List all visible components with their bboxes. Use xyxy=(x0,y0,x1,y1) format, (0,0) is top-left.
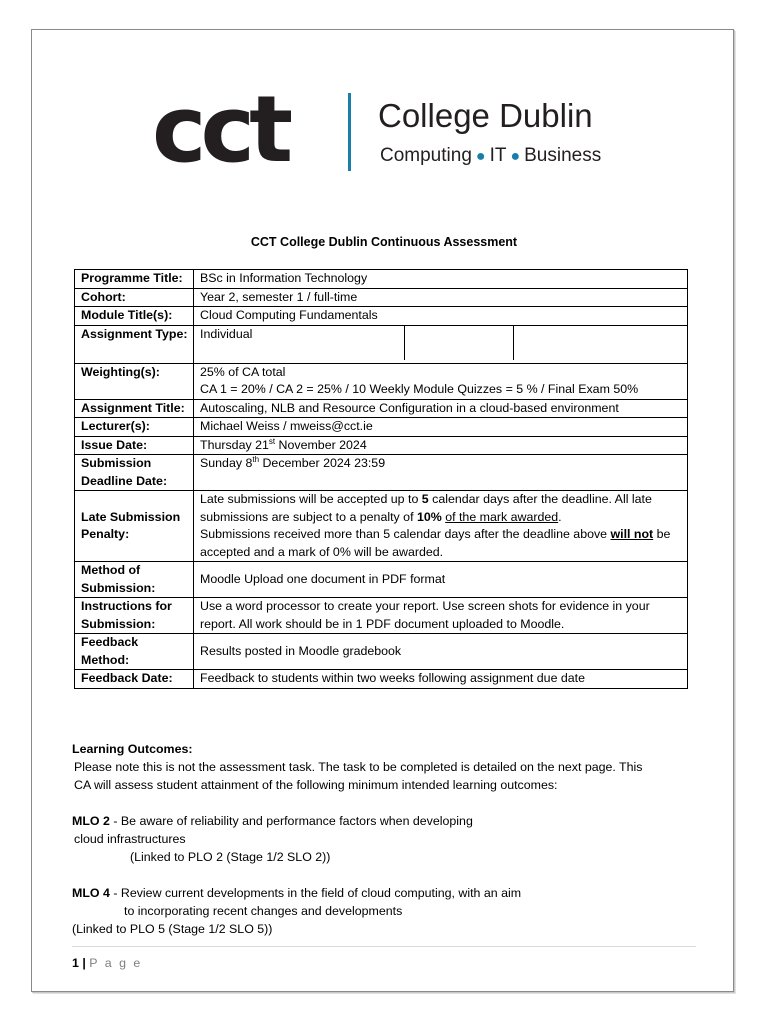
logo-mark: cct xyxy=(152,76,288,183)
instructions-value: Use a word processor to create your report. Use screen shots for evidence in your report. All work should be in 1 PDF document uploaded to Moodle. xyxy=(194,598,688,634)
method-label xyxy=(75,562,194,598)
deadline-label-line: Submission xyxy=(81,456,152,470)
mlo-2-text: - Be aware of reliability and performance factors when developing xyxy=(109,814,473,828)
learning-intro-line: CA will assess student attainment of the following minimum intended learning outcomes: xyxy=(74,778,558,792)
mlo-4-link: (Linked to PLO 5 (Stage 1/2 SLO 5)) xyxy=(72,922,273,936)
method-value: Moodle Upload one document in PDF format xyxy=(194,562,688,598)
logo-divider xyxy=(348,93,351,171)
deadline-suffix: th xyxy=(252,454,260,464)
late-penalty-text: Late submissions will be accepted up to xyxy=(200,492,422,506)
learning-intro-line: Please note this is not the assessment task. The task to be completed is detailed on the next page. This xyxy=(74,760,643,774)
late-penalty-label xyxy=(75,491,194,562)
issue-date-text: November 2024 xyxy=(275,437,367,452)
logo-tag-business: Business xyxy=(524,145,602,166)
assignment-title-label: Assignment Title: xyxy=(75,399,194,418)
table-row xyxy=(75,307,688,326)
deadline-value xyxy=(194,455,688,491)
weighting-line-2: CA 1 = 20% / CA 2 = 25% / 10 Weekly Module Quizzes = 5 % / Final Exam 50% xyxy=(200,382,639,396)
learning-outcomes-title: Learning Outcomes: xyxy=(72,742,193,756)
late-penalty-will-not: will not xyxy=(610,527,654,541)
footer-separator: | xyxy=(82,956,86,970)
mlo-4-text: - Review current developments in the field of cloud computing, with an aim xyxy=(109,886,522,900)
table-row xyxy=(75,455,688,491)
late-days: 5 xyxy=(421,492,429,506)
weighting-line-1: 25% of CA total xyxy=(200,364,286,379)
lecturer-label: Lecturer(s): xyxy=(75,418,194,437)
deadline-text: Sunday 8 xyxy=(200,456,253,470)
table-row xyxy=(75,562,688,598)
assignment-type-cell xyxy=(194,325,688,363)
table-row xyxy=(75,491,688,562)
weighting-value xyxy=(194,363,688,399)
late-penalty-value xyxy=(194,491,688,562)
method-label-line: Method of xyxy=(81,563,141,577)
assignment-type-value: Individual xyxy=(200,326,253,341)
late-penalty-text: calendar days after the deadline. All late submissions are subject to a penalty of xyxy=(200,492,652,524)
mlo-4-text: to incorporating recent changes and developments xyxy=(124,904,403,918)
programme-value: BSc in Information Technology xyxy=(194,270,688,289)
issue-date-value xyxy=(194,436,688,455)
cohort-value: Year 2, semester 1 / full-time xyxy=(194,288,688,307)
feedback-date-label: Feedback Date: xyxy=(75,670,194,689)
logo-tag-it: IT xyxy=(489,145,507,166)
late-penalty-label-line: Penalty: xyxy=(81,527,130,541)
mlo-4-label: MLO 4 xyxy=(72,886,110,900)
instructions-label-line: Submission: xyxy=(81,616,156,631)
document-heading: CCT College Dublin Continuous Assessment xyxy=(250,235,518,249)
feedback-method-value: Results posted in Moodle gradebook xyxy=(194,634,688,670)
table-row xyxy=(75,399,688,418)
mlo-2-link: (Linked to PLO 2 (Stage 1/2 SLO 2)) xyxy=(130,850,331,864)
bullet-icon: ● xyxy=(510,148,521,165)
module-label: Module Title(s): xyxy=(75,307,194,326)
instructions-label-line: Instructions for xyxy=(81,599,172,613)
table-row xyxy=(75,270,688,289)
table-row xyxy=(75,670,688,689)
table-row xyxy=(75,288,688,307)
late-penalty-text: be accepted and a mark of 0% will be awarded. xyxy=(200,527,671,559)
programme-label: Programme Title: xyxy=(75,270,194,289)
mlo-4 xyxy=(72,884,712,902)
page-footer xyxy=(72,956,142,970)
learning-outcomes xyxy=(72,740,712,938)
feedback-method-label-line: Method: xyxy=(81,652,130,667)
footer-divider xyxy=(72,946,696,947)
table-row xyxy=(75,634,688,670)
logo-name: College Dublin xyxy=(378,97,593,134)
late-penalty-paragraph-2 xyxy=(200,526,682,561)
assignment-title-value: Autoscaling, NLB and Resource Configuration in a cloud-based environment xyxy=(194,399,688,418)
table-row xyxy=(75,325,688,363)
issue-date-suffix: st xyxy=(268,436,276,446)
late-penalty-text: Submissions received more than 5 calendar days after the deadline above xyxy=(200,527,611,541)
lecturer-value: Michael Weiss / mweiss@cct.ie xyxy=(194,418,688,437)
cohort-label: Cohort: xyxy=(75,288,194,307)
table-row xyxy=(75,598,688,634)
feedback-method-label xyxy=(75,634,194,670)
logo-tag-computing: Computing xyxy=(380,145,472,166)
empty-cell xyxy=(404,326,514,360)
assessment-info-table xyxy=(74,269,688,689)
logo-tagline xyxy=(380,144,601,169)
mlo-2-text: cloud infrastructures xyxy=(74,832,186,846)
deadline-label xyxy=(75,455,194,491)
feedback-date-value: Feedback to students within two weeks following assignment due date xyxy=(194,670,688,689)
deadline-label-line: Deadline Date: xyxy=(81,473,168,488)
college-logo xyxy=(152,76,622,183)
page-word: P a g e xyxy=(89,956,143,970)
weighting-label: Weighting(s): xyxy=(75,363,194,399)
table-row xyxy=(75,418,688,437)
late-penalty-percent: 10% xyxy=(416,509,442,524)
bullet-icon: ● xyxy=(475,148,486,165)
deadline-text: December 2024 23:59 xyxy=(259,456,386,470)
mlo-2-label: MLO 2 xyxy=(72,814,110,828)
module-value: Cloud Computing Fundamentals xyxy=(194,307,688,326)
page-number: 1 xyxy=(72,956,79,970)
table-row xyxy=(75,436,688,455)
late-penalty-paragraph-1 xyxy=(200,491,682,526)
late-penalty-label-line: Late Submission xyxy=(81,509,181,524)
instructions-label xyxy=(75,598,194,634)
table-row xyxy=(75,363,688,399)
mlo-2 xyxy=(72,812,712,830)
assignment-type-label: Assignment Type: xyxy=(75,325,194,363)
feedback-method-label-line: Feedback xyxy=(81,635,139,649)
issue-date-text: Thursday 21 xyxy=(200,437,269,452)
empty-cell xyxy=(514,326,687,360)
issue-date-label: Issue Date: xyxy=(75,436,194,455)
late-penalty-underlined: of the mark awarded xyxy=(445,509,559,524)
method-label-line: Submission: xyxy=(81,580,156,595)
late-penalty-text: . xyxy=(558,509,562,524)
